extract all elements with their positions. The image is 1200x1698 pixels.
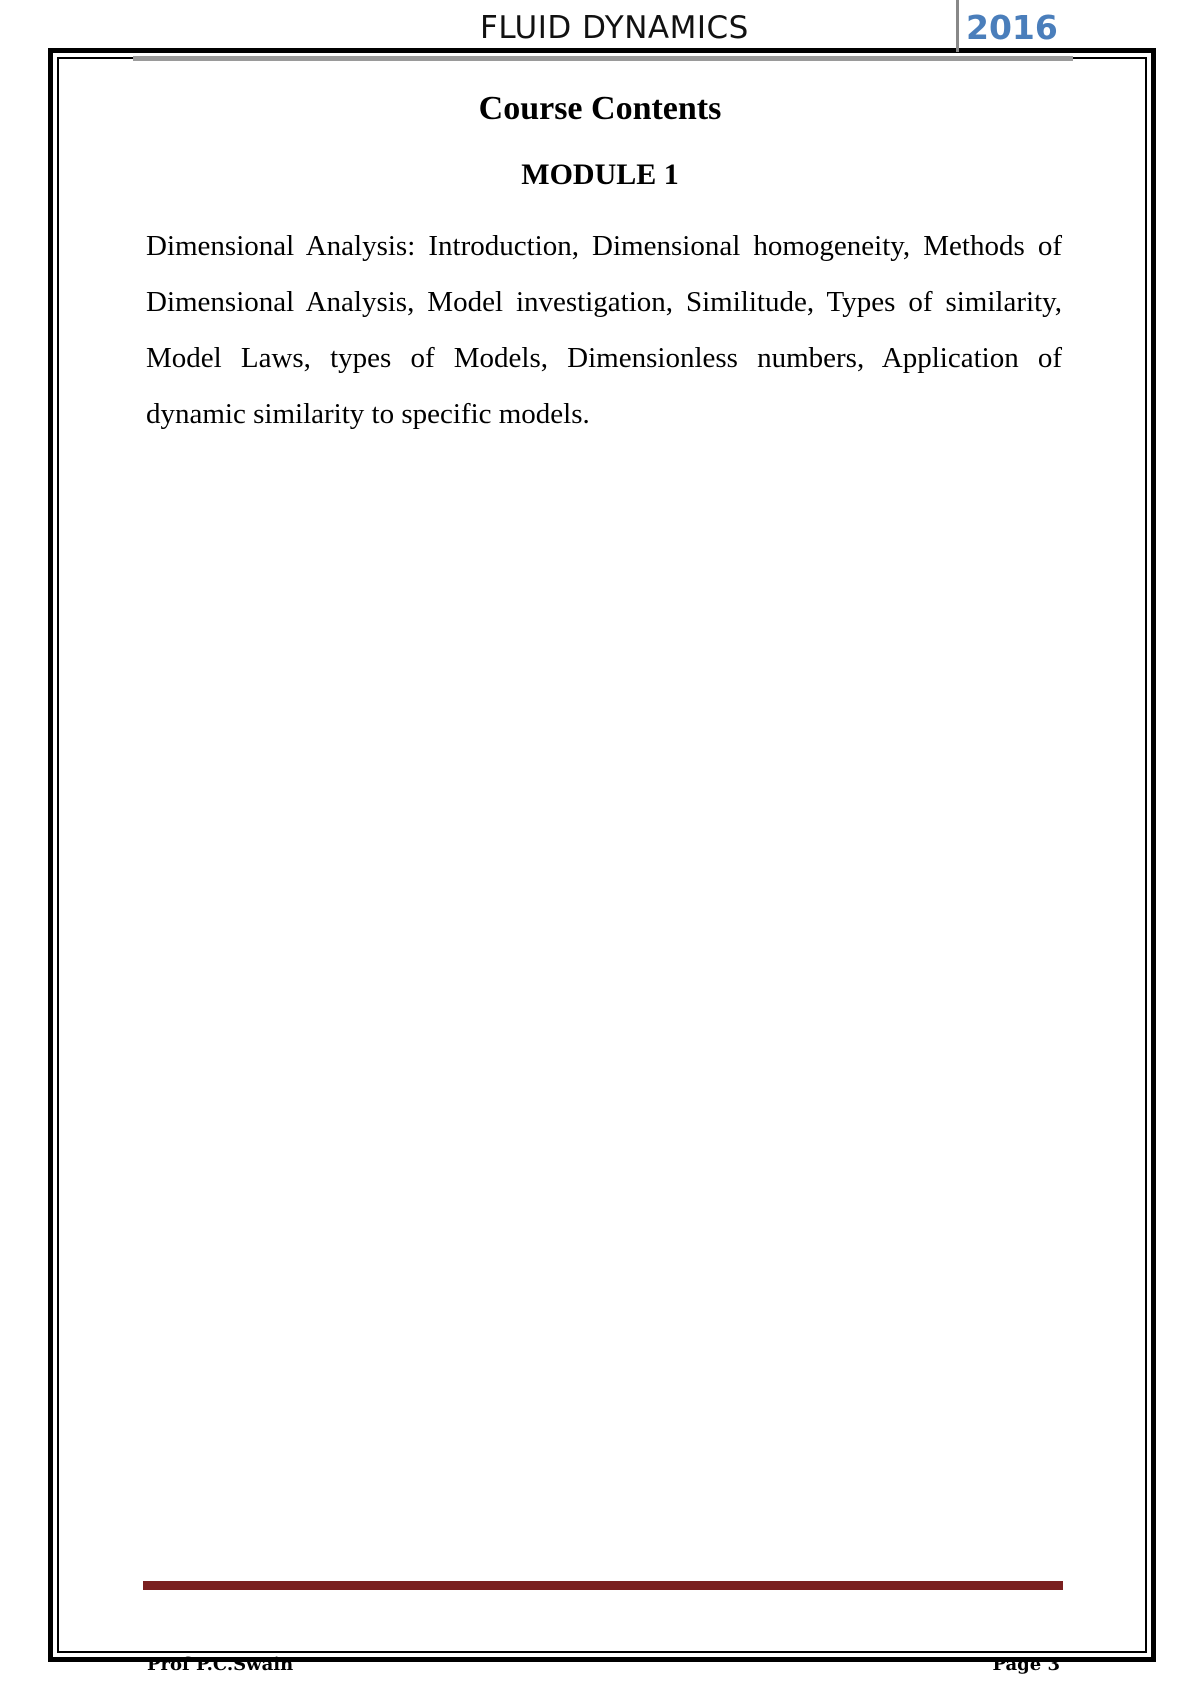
header-year: 2016 [966, 8, 1058, 47]
footer-rule [143, 1581, 1063, 1590]
header-title: FLUID DYNAMICS [480, 10, 749, 46]
module-title: MODULE 1 [521, 158, 679, 191]
footer-page-number: Page 3 [992, 1654, 1060, 1675]
header-divider [956, 0, 959, 52]
header-rule [133, 56, 1073, 61]
module-description: Dimensional Analysis: Introduction, Dimensional homogeneity, Methods of Dimensional Analysis, Model investigation, Similitude, Types of similarity, Model Laws, types of Models, Dimensionless numbers, Application of dynamic similarity to specific models. [146, 230, 1062, 430]
course-contents-heading: Course Contents [478, 90, 722, 127]
footer-author: Prof P.C.Swain [147, 1654, 294, 1675]
